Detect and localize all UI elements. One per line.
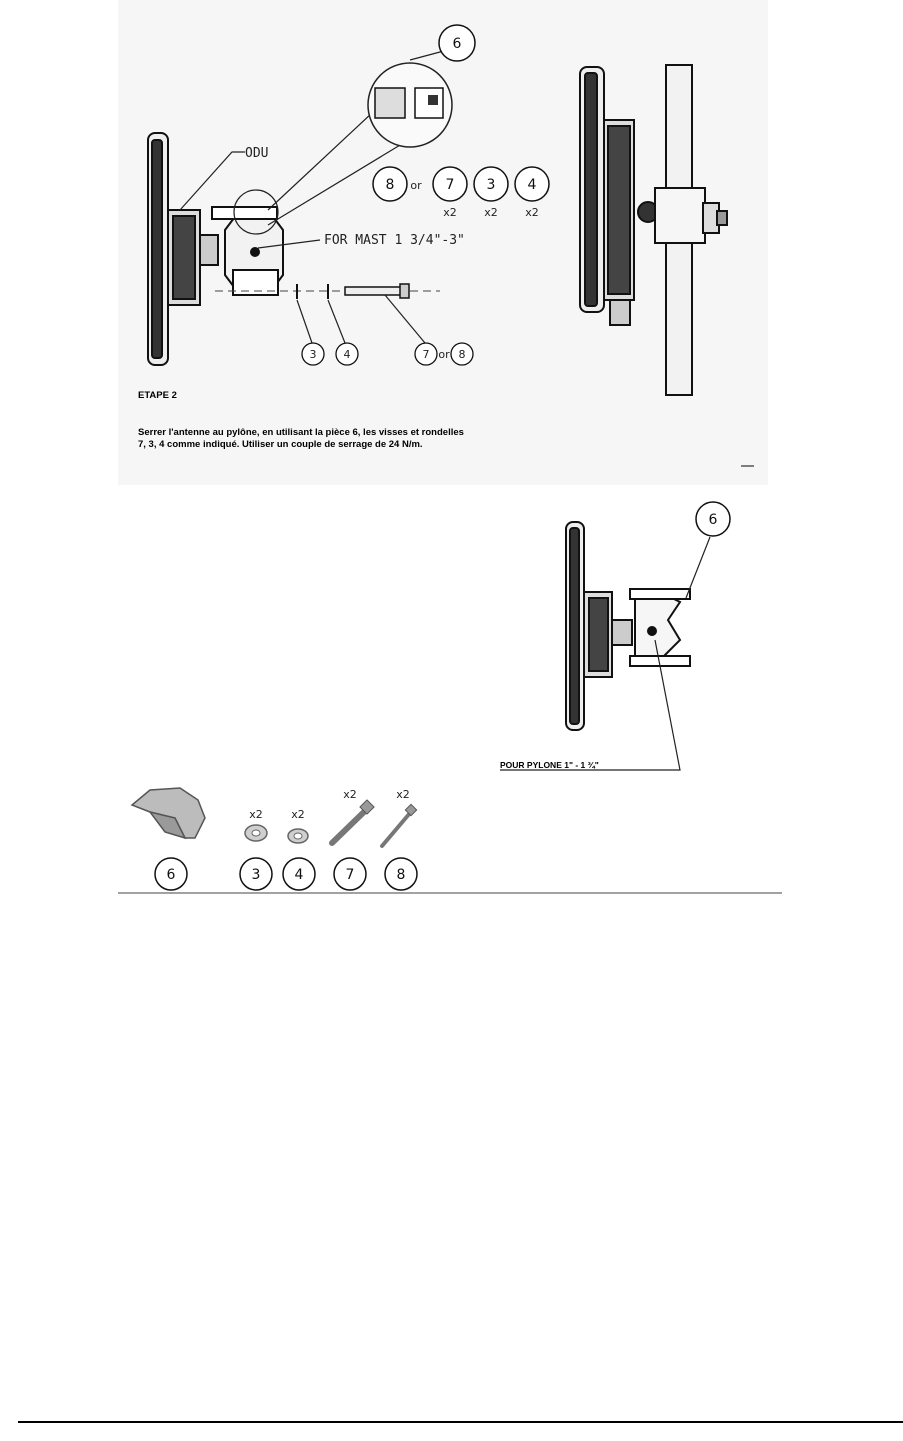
parts-row-8 (373, 167, 407, 201)
callout-6-top (439, 25, 475, 61)
step-text-line-1: Serrer l'antenne au pylône, en utilisant la pièce 6, les visses et rondelles (138, 427, 464, 438)
svg-text:3: 3 (309, 348, 317, 361)
svg-text:6: 6 (166, 867, 176, 883)
svg-text:4: 4 (527, 177, 537, 193)
part-3-qty: x2 (249, 808, 263, 821)
svg-text:8: 8 (458, 348, 466, 361)
step-text-line-2: 7, 3, 4 comme indiqué. Utiliser un couple de serrage de 24 N/m. (138, 439, 423, 450)
svg-text:or: or (438, 348, 450, 361)
footer-rule (18, 1421, 903, 1423)
legend-callout-4 (283, 858, 315, 890)
legend-callout-7 (334, 858, 366, 890)
part-3-washer (245, 825, 267, 841)
mast-label: FOR MAST 1 3/4"-3" (324, 233, 465, 248)
odu-label: ODU (245, 146, 269, 161)
svg-text:x2: x2 (484, 206, 498, 219)
svg-text:3: 3 (486, 177, 496, 193)
pylon-label: POUR PYLONE 1" - 1 ¾" (500, 760, 599, 770)
callout-6-fig2 (696, 502, 730, 536)
legend-callout-8 (385, 858, 417, 890)
legend-callout-3 (240, 858, 272, 890)
svg-text:x2: x2 (443, 206, 457, 219)
bottom-callout-3 (302, 343, 324, 365)
svg-text:x2: x2 (525, 206, 539, 219)
part-7-bolt (332, 800, 374, 843)
callout-6-leader (686, 537, 710, 598)
part-4-washer (288, 829, 308, 843)
part-6-bracket (132, 788, 205, 838)
svg-text:7: 7 (345, 867, 355, 883)
part-4-qty: x2 (291, 808, 305, 821)
svg-text:8: 8 (385, 177, 395, 193)
bottom-callout-4 (336, 343, 358, 365)
or-label: or (410, 179, 422, 192)
svg-text:4: 4 (343, 348, 351, 361)
svg-text:8: 8 (396, 867, 406, 883)
part-8-qty: x2 (396, 788, 410, 801)
svg-text:6: 6 (708, 512, 718, 528)
svg-text:7: 7 (445, 177, 455, 193)
svg-text:7: 7 (422, 348, 430, 361)
antenna-small-pylon-view (566, 522, 690, 730)
svg-text:4: 4 (294, 867, 304, 883)
legend-callout-6 (155, 858, 187, 890)
svg-text:6: 6 (452, 36, 462, 52)
part-7-qty: x2 (343, 788, 357, 801)
step-title: ETAPE 2 (138, 390, 177, 401)
part-8-bolt (382, 804, 417, 846)
bolt (345, 287, 407, 295)
svg-text:3: 3 (251, 867, 261, 883)
